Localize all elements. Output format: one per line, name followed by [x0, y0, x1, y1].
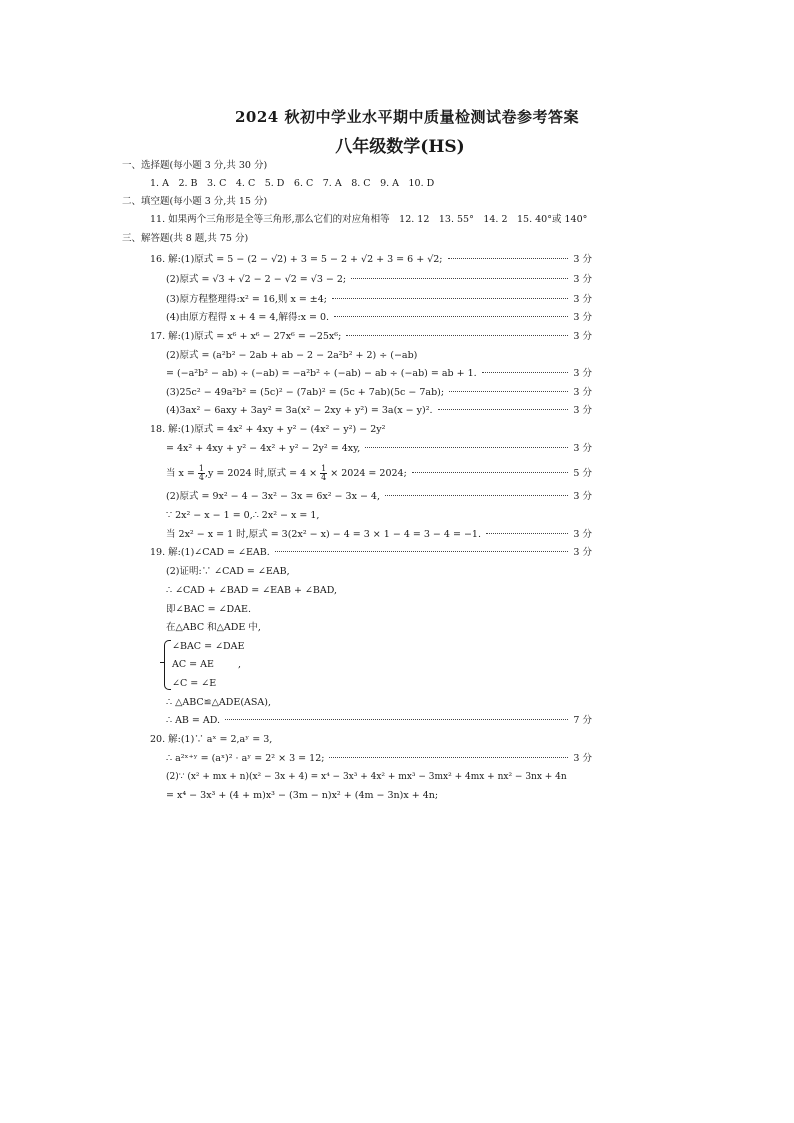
section-heading-fill: 二、填空题(每小题 3 分,共 15 分)	[122, 196, 268, 207]
q19-line-3: ∴ ∠CAD + ∠BAD = ∠EAB + ∠BAD,	[166, 585, 338, 596]
score: 3 分	[573, 405, 592, 416]
q19-line-5: 在△ABC 和△ADE 中,	[166, 622, 261, 633]
system-brace-tip	[160, 662, 165, 663]
score: 3 分	[573, 387, 592, 398]
score: 7 分	[573, 715, 592, 726]
q20-line-1: 20. 解:(1)∵ aˣ = 2,aʸ = 3,	[150, 734, 273, 745]
fill-answers: 11. 如果两个三角形是全等三角形,那么它们的对应角相等 12. 12 13. 55° 14. 2 15. 40°或 140°	[150, 214, 588, 225]
q17-line-1: 17. 解:(1)原式 = x⁶ + x⁶ − 27x⁶ = −25x⁶; 3 分	[150, 331, 592, 342]
q18-line-3: 当 x = $\frac{1}{4}$ ,y = 2024 时,原式 = 4 × $\frac{1}{4}$ × 2024 = 2024; 5 分	[166, 464, 592, 482]
brace-comma: ,	[238, 659, 242, 670]
q19-line-1: 19. 解:(1)∠CAD = ∠EAB. 3 分	[150, 547, 592, 558]
q20-line-2: ∴ a²ˣ⁺ʸ = (aˣ)² · aʸ = 2² × 3 = 12; 3 分	[166, 753, 592, 764]
score: 3 分	[573, 491, 592, 502]
q16-line-4: (4)由原方程得 x + 4 = 4,解得:x = 0. 3 分	[166, 312, 592, 323]
q16-line-1: 16. 解:(1)原式 = 5 − (2 − √2) + 3 = 5 − 2 + √2 + 3 = 6 + √2; 3 分	[150, 254, 592, 265]
q20-line-3: (2)∵ (x² + mx + n)(x² − 3x + 4) = x⁴ − 3x³ + 4x² + mx³ − 3mx² + 4mx + nx² − 3nx + 4n	[166, 772, 567, 782]
q17-line-2: (2)原式 = (a²b² − 2ab + ab − 2 − 2a²b² + 2) ÷ (−ab)	[166, 350, 418, 361]
q18-line-4: (2)原式 = 9x² − 4 − 3x² − 3x = 6x² − 3x − 4, 3 分	[166, 491, 592, 502]
q19-line-2: (2)证明:∵ ∠CAD = ∠EAB,	[166, 566, 290, 577]
score: 3 分	[573, 547, 592, 558]
section-heading-choice: 一、选择题(每小题 3 分,共 30 分)	[122, 160, 268, 171]
fraction: $\frac{1}{4}$	[321, 464, 327, 482]
score: 3 分	[573, 274, 592, 285]
q17-line-5: (4)3ax² − 6axy + 3ay² = 3a(x² − 2xy + y²) = 3a(x − y)². 3 分	[166, 405, 592, 416]
q18-line-1: 18. 解:(1)原式 = 4x² + 4xy + y² − (4x² − y²) − 2y²	[150, 424, 386, 435]
document-subtitle: 八年级数学(HS)	[335, 137, 465, 157]
score: 3 分	[573, 529, 592, 540]
score: 3 分	[573, 443, 592, 454]
score: 3 分	[573, 368, 592, 379]
choice-answers: 1. A 2. B 3. C 4. C 5. D 6. C 7. A 8. C 9. A 10. D	[150, 178, 435, 189]
brace-condition-2: AC = AE	[172, 659, 214, 670]
q19-line-4: 即∠BAC = ∠DAE.	[166, 604, 251, 615]
q16-line-3: (3)原方程整理得:x² = 16,则 x = ±4; 3 分	[166, 294, 592, 305]
system-brace	[164, 640, 171, 690]
q16-line-2: (2)原式 = √3 + √2 − 2 − √2 = √3 − 2; 3 分	[166, 274, 592, 285]
q18-line-5: ∵ 2x² − x − 1 = 0,∴ 2x² − x = 1,	[166, 510, 320, 521]
score: 3 分	[573, 312, 592, 323]
q17-line-4: (3)25c² − 49a²b² = (5c)² − (7ab)² = (5c + 7ab)(5c − 7ab); 3 分	[166, 387, 592, 398]
section-heading-solve: 三、解答题(共 8 题,共 75 分)	[122, 233, 249, 244]
q19-line-6: ∴ △ABC≌△ADE(ASA),	[166, 697, 271, 708]
score: 3 分	[573, 753, 592, 764]
q20-line-4: = x⁴ − 3x³ + (4 + m)x³ − (3m − n)x² + (4m − 3n)x + 4n;	[166, 790, 439, 801]
q18-line-2: = 4x² + 4xy + y² − 4x² + y² − 2y² = 4xy, 3 分	[166, 443, 592, 454]
brace-condition-1: ∠BAC = ∠DAE	[172, 641, 245, 652]
score: 3 分	[573, 294, 592, 305]
score: 3 分	[573, 331, 592, 342]
q19-line-7: ∴ AB = AD. 7 分	[166, 715, 592, 726]
score: 5 分	[573, 468, 592, 479]
brace-condition-3: ∠C = ∠E	[172, 678, 217, 689]
score: 3 分	[573, 254, 592, 265]
q18-line-6: 当 2x² − x = 1 时,原式 = 3(2x² − x) − 4 = 3 × 1 − 4 = 3 − 4 = −1. 3 分	[166, 529, 592, 540]
q17-line-3: = (−a²b² − ab) ÷ (−ab) = −a²b² ÷ (−ab) − ab ÷ (−ab) = ab + 1. 3 分	[166, 368, 592, 379]
fraction: $\frac{1}{4}$	[198, 464, 204, 482]
document-title: 2024 秋初中学业水平期中质量检测试卷参考答案	[235, 108, 579, 126]
